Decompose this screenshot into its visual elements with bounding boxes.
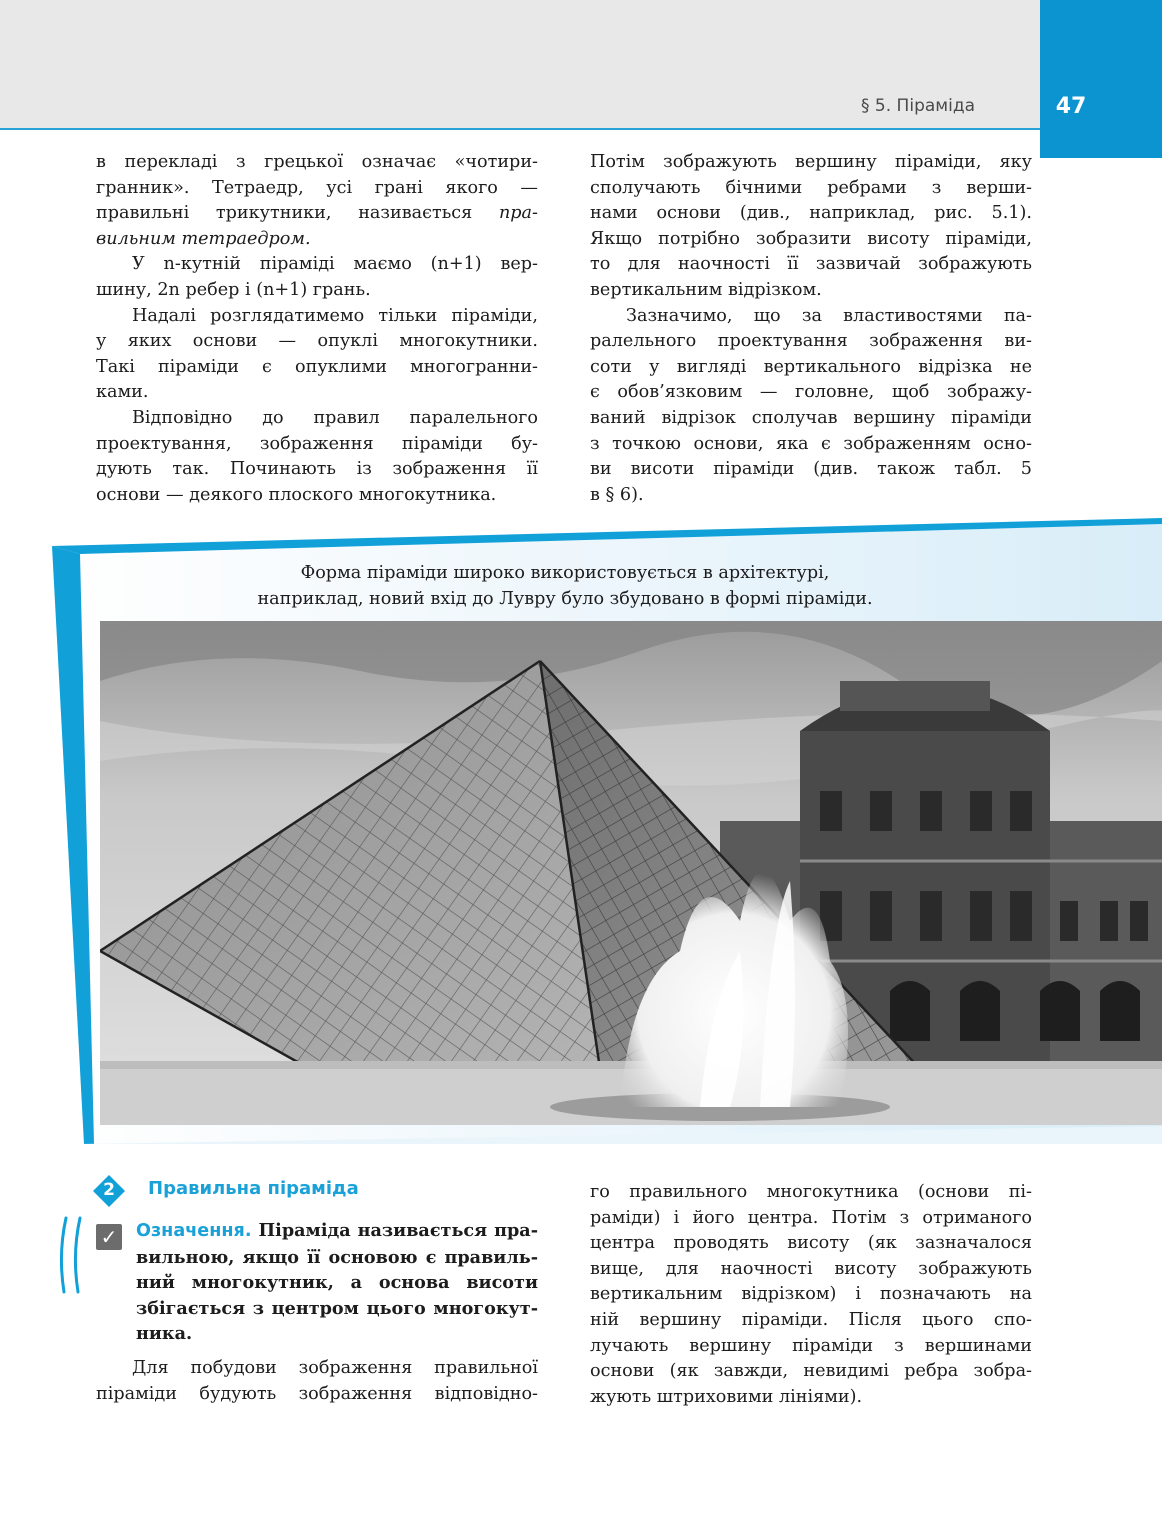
text-line: Для побудови зображення правильної: [132, 1358, 538, 1378]
text-line: вертикальним відрізком.: [590, 279, 822, 300]
text-line: є обов’язковим — головне, щоб зображу-: [590, 382, 1032, 403]
text-line: жують штриховими лініями).: [590, 1386, 863, 1407]
photo-caption: [100, 560, 1030, 612]
text-line: сполучають бічними ребрами з верши-: [590, 177, 1032, 198]
paragraph-height-note: [590, 304, 1032, 330]
page-number-tab: [1040, 0, 1162, 158]
caption-line: Форма піраміди широко використовується в архітектурі,: [300, 563, 830, 583]
text-line: з точкою основи, яка є зображенням осно-: [590, 433, 1032, 454]
text-line: ралельного проектування зображення ви-: [590, 331, 1032, 352]
section-title: Правильна піраміда: [148, 1178, 359, 1199]
paragraph-convex: [96, 304, 538, 330]
page-number: 47: [1055, 94, 1087, 119]
paragraph-height-note-cont: [590, 329, 1032, 508]
paragraph-tetrahedron: [96, 150, 538, 252]
paragraph-vertex-count-cont: [96, 278, 538, 304]
text-line: го правильного многокутника (основи пі-: [590, 1182, 1032, 1202]
paragraph-construction-continued: [590, 1180, 1032, 1410]
text-line: Означення. Піраміда називається пра-: [136, 1220, 538, 1241]
text-line: Надалі розглядатимемо тільки піраміди,: [132, 305, 538, 326]
text-line: то для наочності її зазвичай зображують: [590, 254, 1032, 275]
paragraph-construction: [96, 1356, 538, 1382]
text-line: шину, 2n ребер і (n+1) грань.: [96, 279, 371, 300]
caption-line: наприклад, новий вхід до Лувру було збудовано в формі піраміди.: [257, 589, 873, 609]
text-line: Такі піраміди є опуклими многогранни-: [96, 356, 538, 377]
paragraph-apex: [590, 150, 1032, 304]
text-line: ками.: [96, 382, 149, 403]
text-line: Зазначимо, що за властивостями па-: [626, 305, 1032, 326]
text-line: Якщо потрібно зобразити висоту піраміди,: [590, 228, 1032, 249]
text-line: лучають вершину піраміди з вершинами: [590, 1335, 1032, 1356]
paragraph-construction-cont: [96, 1382, 538, 1408]
text-line: вильним тетраедром.: [96, 228, 311, 249]
paragraph-convex-cont: [96, 329, 538, 406]
text-line: нами основи (див., наприклад, рис. 5.1).: [590, 203, 1032, 224]
text-line: ви висоти піраміди (див. також табл. 5: [590, 459, 1032, 480]
definition-label: Означення.: [136, 1221, 252, 1241]
text-line: центра проводять висоту (як зазначалося: [590, 1233, 1032, 1254]
text-line: ний многокутник, а основа висоти: [136, 1272, 538, 1294]
text-line: дують так. Починають із зображення її: [96, 459, 538, 480]
definition-block: [136, 1218, 538, 1347]
text-column-right-bottom: [590, 1180, 1032, 1410]
paragraph-vertex-count: [96, 252, 538, 278]
text-line: соти у вигляді вертикального відрізка не: [590, 356, 1032, 377]
running-header: § 5. Піраміда: [861, 96, 975, 116]
text-line: раміди) і його центра. Потім з отриманого: [590, 1207, 1032, 1228]
text-line: вертикальним відрізком) і позначають на: [590, 1284, 1032, 1305]
section-number: 2: [103, 1180, 115, 1200]
text-line: в § 6).: [590, 484, 644, 505]
checkmark-icon: ✓: [96, 1224, 122, 1250]
text-line: в перекладі з грецької означає «чотири-: [96, 152, 538, 172]
text-line: основи (як завжди, невидимі ребра зобра-: [590, 1361, 1032, 1382]
definition-marker-icon: [56, 1214, 88, 1294]
text-line: ника.: [136, 1323, 193, 1345]
text-line: вильною, якщо її основою є правиль-: [136, 1246, 538, 1268]
text-line: збігається з центром цього многокут-: [136, 1297, 538, 1319]
text-line: правильні трикутники, називається пра-: [96, 203, 538, 224]
text-line: У n-кутній піраміді маємо (n+1) вер-: [132, 254, 538, 275]
text-line: у яких основи — опуклі многокутники.: [96, 331, 538, 352]
paragraph-projection: [96, 406, 538, 432]
text-column-left-bottom: [96, 1356, 538, 1407]
text-line: піраміди будують зображення відповідно-: [96, 1383, 538, 1404]
text-line: основи — деякого плоского многокутника.: [96, 484, 497, 505]
text-column-left-top: [96, 150, 538, 508]
text-line: Відповідно до правил паралельного: [132, 407, 538, 428]
text-line: вище, для наочності висоту зображують: [590, 1258, 1032, 1279]
text-column-right-top: [590, 150, 1032, 508]
text-line: Потім зображують вершину піраміди, яку: [590, 152, 1032, 172]
paragraph-projection-cont: [96, 432, 538, 509]
text-line: ній вершину піраміди. Після цього спо-: [590, 1309, 1032, 1330]
text-line: проектування, зображення піраміди бу-: [96, 433, 538, 454]
text-line: гранник». Тетраедр, усі грані якого —: [96, 177, 538, 198]
louvre-pyramid-photo: [100, 621, 1162, 1125]
text-line: ваний відрізок сполучав вершину піраміди: [590, 407, 1032, 428]
